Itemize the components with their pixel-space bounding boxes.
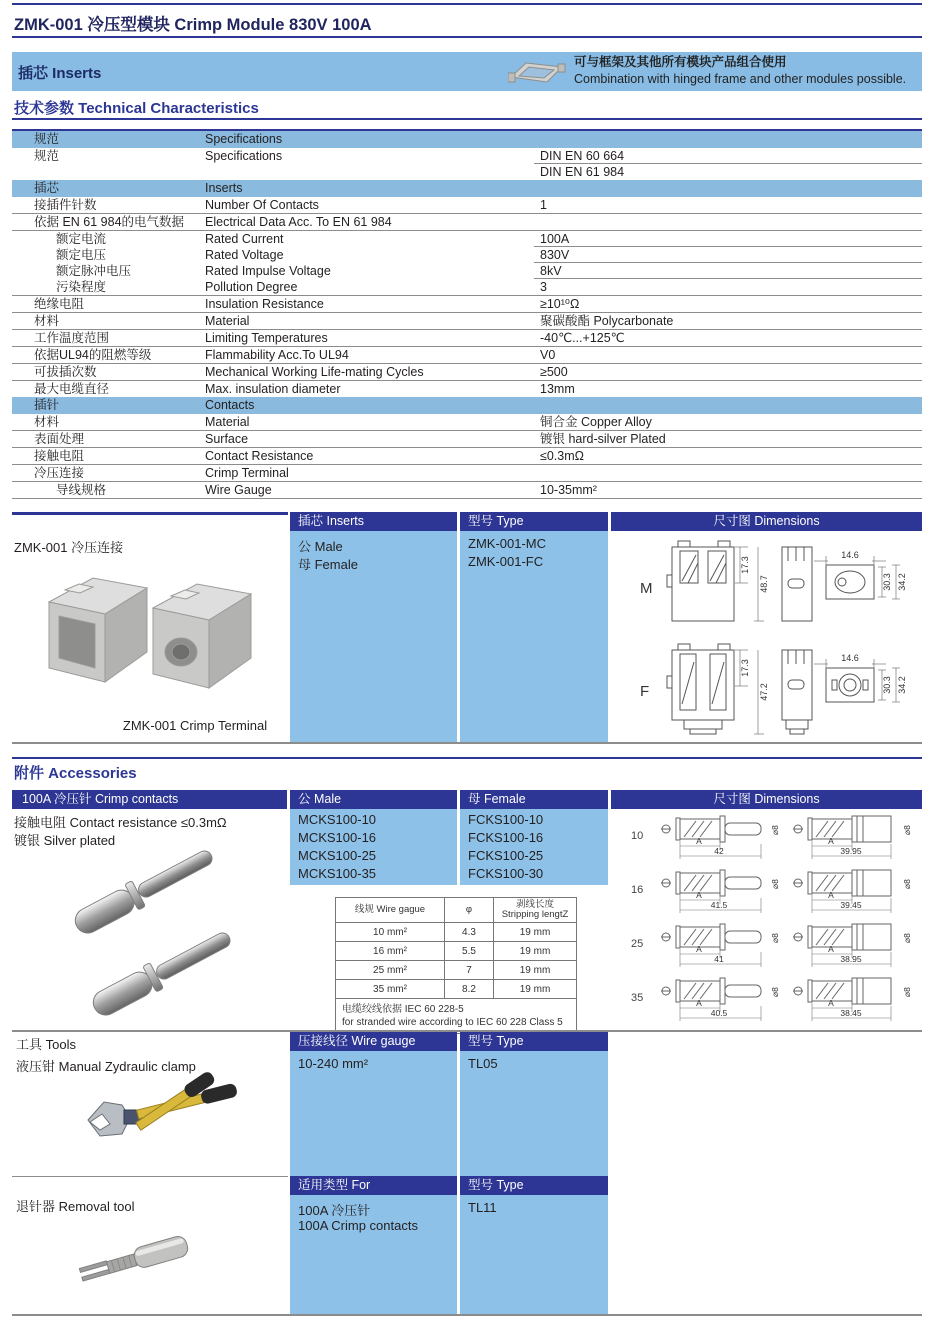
spec-value: ≥10¹⁰Ω <box>540 297 580 311</box>
tools-section-label: 工具 Tools <box>16 1037 76 1052</box>
top-rule <box>12 3 922 5</box>
wire-size-label: 10 <box>631 830 644 842</box>
tech-spec-table <box>12 129 922 499</box>
part-number-male: MCKS100-25 <box>298 848 377 863</box>
spec-row <box>12 263 922 279</box>
tech-heading-rule <box>12 118 922 120</box>
spec-value: 13mm <box>540 382 575 396</box>
banner-note <box>574 54 906 88</box>
svg-text:41: 41 <box>714 954 724 964</box>
spec-row <box>12 431 922 448</box>
part-number-female: FCKS100-16 <box>468 830 544 845</box>
spec-cn: 导线规格 <box>56 483 107 497</box>
inserts-table-topline <box>12 512 288 515</box>
clamp-type-value: TL05 <box>468 1056 498 1071</box>
contacts-header: 100A 冷压针 Crimp contacts <box>12 790 287 809</box>
wire-gauge-cell: 16 mm² <box>336 942 445 961</box>
svg-text:30.3: 30.3 <box>882 573 892 591</box>
spec-cn: 接触电阻 <box>34 449 85 463</box>
svg-text:M: M <box>640 580 653 597</box>
spec-value: ≥500 <box>540 365 568 379</box>
spec-en: Insulation Resistance <box>205 297 324 311</box>
product-caption: ZMK-001 Crimp Terminal <box>122 718 268 733</box>
wire-gauge-cell: 25 mm² <box>336 961 445 980</box>
spec-value: 10-35mm² <box>540 483 597 497</box>
svg-text:39.45: 39.45 <box>840 900 862 910</box>
svg-text:42: 42 <box>714 846 724 856</box>
spec-row <box>12 231 922 247</box>
spec-cn: 规范 <box>34 132 60 146</box>
spec-cn: 插芯 <box>34 181 60 195</box>
spec-en: Number Of Contacts <box>205 198 319 212</box>
strip-cell: 19 mm <box>494 961 577 980</box>
svg-text:A: A <box>828 944 834 954</box>
spec-row <box>12 347 922 364</box>
contact-dimension-row <box>611 972 922 1026</box>
spec-en: Contacts <box>205 398 255 412</box>
clamp-name: 液压钳 Manual Zydraulic clamp <box>16 1059 196 1074</box>
spec-section-band <box>12 397 922 414</box>
wire-size-label: 25 <box>631 938 644 950</box>
page-bottomline <box>12 1314 922 1316</box>
accessories-rule <box>12 757 922 759</box>
removal-type-header: 型号 Type <box>460 1176 608 1195</box>
svg-text:⌀8: ⌀8 <box>770 987 780 997</box>
contacts-dims-header: 尺寸图 Dimensions <box>611 790 922 809</box>
spec-cn: 可拔插次数 <box>34 365 97 379</box>
removal-for-header: 适用类型 For <box>290 1176 457 1195</box>
dims-col-header: 尺寸图 Dimensions <box>611 512 922 531</box>
spec-en: Material <box>205 314 250 328</box>
strip-header-cn: 剥线长度 <box>515 899 554 910</box>
spec-cn: 插针 <box>34 398 60 412</box>
wire-gauge-cell: 35 mm² <box>336 980 445 999</box>
spec-value: V0 <box>540 348 556 362</box>
strip-cell: 19 mm <box>494 980 577 999</box>
contact-resistance-note: 接触电阻 Contact resistance ≤0.3mΩ <box>14 815 227 830</box>
spec-en: Material <box>205 415 250 429</box>
spec-value: 1 <box>540 198 547 212</box>
svg-text:30.3: 30.3 <box>882 676 892 694</box>
contact-dimension-row <box>611 810 922 864</box>
wire-table-header <box>336 898 577 923</box>
male-part-list <box>298 811 376 883</box>
spec-cn: 材料 <box>34 415 60 429</box>
spec-row <box>12 414 922 431</box>
svg-text:⌀8: ⌀8 <box>902 825 912 835</box>
title-rule <box>12 36 922 38</box>
inserts-col-header: 插芯 Inserts <box>290 512 457 531</box>
contact-pin-photo <box>88 922 241 1020</box>
spec-en: Flammability Acc.To UL94 <box>205 348 349 362</box>
removal-for-line1: 100A 冷压针 <box>298 1203 371 1218</box>
svg-text:⌀8: ⌀8 <box>902 879 912 889</box>
spec-row <box>12 313 922 330</box>
spec-cn: 额定电压 <box>56 248 107 262</box>
svg-text:⌀8: ⌀8 <box>770 879 780 889</box>
phi-cell: 8.2 <box>445 980 494 999</box>
accessories-heading: 附件 Accessories <box>14 765 137 782</box>
banner-note-en: Combination with hinged frame and other modules possible. <box>574 72 907 86</box>
spec-en: Rated Impulse Voltage <box>205 264 331 278</box>
spec-row <box>12 164 922 180</box>
spec-en: Specifications <box>205 132 283 146</box>
contact-dimension-row <box>611 864 922 918</box>
wire-gauge-table <box>335 897 577 1034</box>
spec-cn: 工作温度范围 <box>34 331 110 345</box>
svg-text:A: A <box>828 998 834 1008</box>
contact-dimension-rows <box>611 810 922 1026</box>
type-col-header: 型号 Type <box>460 512 608 531</box>
phi-cell: 7 <box>445 961 494 980</box>
spec-cn: 额定脉冲电压 <box>56 264 132 278</box>
svg-text:47.2: 47.2 <box>759 683 769 701</box>
spec-row <box>12 148 922 164</box>
spec-en: Crimp Terminal <box>205 466 289 480</box>
svg-text:39.95: 39.95 <box>840 846 862 856</box>
spec-row <box>12 197 922 214</box>
spec-en: Pollution Degree <box>205 280 298 294</box>
part-number-female: FCKS100-30 <box>468 866 544 881</box>
part-number-male: MCKS100-10 <box>298 812 377 827</box>
spec-section-band <box>12 131 922 148</box>
contact-dimension-row <box>611 918 922 972</box>
spec-row <box>12 364 922 381</box>
svg-text:14.6: 14.6 <box>841 550 859 560</box>
spec-value: -40℃...+125℃ <box>540 331 625 345</box>
spec-cn: 材料 <box>34 314 60 328</box>
svg-text:34.2: 34.2 <box>897 573 907 591</box>
spec-cn: 污染程度 <box>56 280 107 294</box>
contact-drawing-male <box>659 813 785 870</box>
spec-en: Specifications <box>205 149 283 163</box>
wire-row <box>336 923 577 942</box>
spec-cn: 绝缘电阻 <box>34 297 85 311</box>
spec-row <box>12 381 922 397</box>
spec-cn: 规范 <box>34 149 60 163</box>
spec-en: Contact Resistance <box>205 449 314 463</box>
removal-tool-photo <box>60 1225 210 1300</box>
removal-for-line2: 100A Crimp contacts <box>298 1218 418 1233</box>
spec-row <box>12 465 922 482</box>
spec-cn: 最大电缆直径 <box>34 382 110 396</box>
spec-en: Inserts <box>205 181 243 195</box>
spec-cn: 表面处理 <box>34 432 85 446</box>
contact-drawing-female <box>791 867 917 924</box>
wire-row <box>336 942 577 961</box>
spec-en: Limiting Temperatures <box>205 331 328 345</box>
gender-female: 母 Female <box>298 557 358 572</box>
contact-drawing-female <box>791 813 917 870</box>
spec-en: Mechanical Working Life-mating Cycles <box>205 365 424 379</box>
contact-drawing-female <box>791 975 917 1032</box>
wire-note-en: for stranded wire according to IEC 60 228 Class 5 <box>342 1017 563 1028</box>
wire-row <box>336 961 577 980</box>
svg-text:17.3: 17.3 <box>740 556 750 574</box>
part-number-male: MCKS100-35 <box>298 866 377 881</box>
wire-table-footer <box>336 999 577 1034</box>
spec-cn: 依据 EN 61 984的电气数据 <box>34 215 185 229</box>
spec-row <box>12 214 922 231</box>
product-photo <box>35 556 270 706</box>
svg-text:17.3: 17.3 <box>740 659 750 677</box>
svg-text:34.2: 34.2 <box>897 676 907 694</box>
clamp-gauge-header: 压接线径 Wire gauge <box>290 1032 457 1051</box>
removal-name: 退针器 Removal tool <box>16 1199 135 1214</box>
spec-value: 830V <box>540 248 570 262</box>
svg-text:A: A <box>828 890 834 900</box>
spec-value: ≤0.3mΩ <box>540 449 584 463</box>
banner-note-cn: 可与框架及其他所有模块产品组合使用 <box>574 55 787 69</box>
svg-text:⌀8: ⌀8 <box>770 933 780 943</box>
dimension-drawing-female <box>636 638 912 740</box>
phi-col-header: φ <box>445 898 494 923</box>
strip-cell: 19 mm <box>494 942 577 961</box>
contacts-male-header: 公 Male <box>290 790 457 809</box>
hinged-frame-icon <box>508 57 566 87</box>
contact-pin-photo <box>70 840 223 938</box>
page-title: ZMK-001 冷压型模块 Crimp Module 830V 100A <box>14 16 372 34</box>
spec-value: 聚碳酸酯 Polycarbonate <box>540 314 674 328</box>
product-name: ZMK-001 冷压连接 <box>14 540 124 555</box>
spec-en: Rated Current <box>205 232 284 246</box>
svg-text:A: A <box>828 836 834 846</box>
spec-row <box>12 330 922 347</box>
svg-text:⌀8: ⌀8 <box>902 933 912 943</box>
type-female: ZMK-001-FC <box>468 554 544 569</box>
contact-drawing-female <box>791 921 917 978</box>
spec-row <box>12 482 922 499</box>
spec-value: 100A <box>540 232 570 246</box>
spec-en: Max. insulation diameter <box>205 382 341 396</box>
contact-drawing-male <box>659 867 785 924</box>
strip-cell: 19 mm <box>494 923 577 942</box>
clamp-type-header: 型号 Type <box>460 1032 608 1051</box>
spec-cn: 额定电流 <box>56 232 107 246</box>
tools-midline <box>12 1176 288 1177</box>
svg-text:38.45: 38.45 <box>840 1008 862 1018</box>
part-number-female: FCKS100-25 <box>468 848 544 863</box>
spec-en: Rated Voltage <box>205 248 284 262</box>
svg-text:F: F <box>640 683 650 700</box>
part-number-male: MCKS100-16 <box>298 830 377 845</box>
inserts-banner <box>12 52 922 91</box>
phi-cell: 5.5 <box>445 942 494 961</box>
contact-drawing-male <box>659 921 785 978</box>
svg-text:14.6: 14.6 <box>841 653 859 663</box>
contact-drawing-male <box>659 975 785 1032</box>
removal-type-value: TL11 <box>468 1200 497 1215</box>
spec-cn: 冷压连接 <box>34 466 85 480</box>
spec-en: Electrical Data Acc. To EN 61 984 <box>205 215 392 229</box>
spec-en: Surface <box>205 432 249 446</box>
banner-title: 插芯 Inserts <box>18 65 102 82</box>
wire-table-note <box>336 999 577 1034</box>
dimension-drawing-male <box>636 535 912 635</box>
gender-male: 公 Male <box>298 539 343 554</box>
spec-row <box>12 279 922 296</box>
spec-row <box>12 448 922 465</box>
spec-value: DIN EN 60 664 <box>540 149 625 163</box>
clamp-gauge-value: 10-240 mm² <box>298 1056 369 1071</box>
part-number-female: FCKS100-10 <box>468 812 544 827</box>
strip-col-header <box>494 898 577 923</box>
spec-cn: 依据UL94的阻燃等级 <box>34 348 152 362</box>
inserts-table-bottomline <box>12 742 922 744</box>
svg-text:41.5: 41.5 <box>710 900 728 910</box>
wire-size-label: 16 <box>631 884 644 896</box>
svg-text:A: A <box>696 890 702 900</box>
phi-cell: 4.3 <box>445 923 494 942</box>
silver-plated-note: 镀银 Silver plated <box>14 833 116 848</box>
spec-value: 3 <box>540 280 547 294</box>
svg-text:48.7: 48.7 <box>759 575 769 593</box>
svg-text:40.5: 40.5 <box>710 1008 728 1018</box>
contacts-female-header: 母 Female <box>460 790 608 809</box>
svg-text:A: A <box>696 836 702 846</box>
type-male: ZMK-001-MC <box>468 536 547 551</box>
svg-text:38.95: 38.95 <box>840 954 862 964</box>
wire-note-cn: 电缆绞线依据 IEC 60 228-5 <box>342 1004 464 1015</box>
wire-gauge-col-header: 线规 Wire gague <box>336 898 445 923</box>
strip-header-en: Stripping lengtZ <box>501 909 569 920</box>
wire-gauge-cell: 10 mm² <box>336 923 445 942</box>
spec-row <box>12 247 922 263</box>
spec-value: DIN EN 61 984 <box>540 165 625 179</box>
spec-value: 8kV <box>540 264 562 278</box>
spec-row <box>12 296 922 313</box>
svg-text:⌀8: ⌀8 <box>770 825 780 835</box>
spec-value: 铜合金 Copper Alloy <box>540 415 652 429</box>
female-part-list <box>468 811 543 883</box>
svg-text:A: A <box>696 998 702 1008</box>
spec-cn: 接插件针数 <box>34 198 97 212</box>
spec-value: 镀银 hard-silver Plated <box>540 432 666 446</box>
wire-row <box>336 980 577 999</box>
spec-section-band <box>12 180 922 197</box>
wire-size-label: 35 <box>631 992 644 1004</box>
svg-text:⌀8: ⌀8 <box>902 987 912 997</box>
spec-en: Wire Gauge <box>205 483 272 497</box>
svg-text:A: A <box>696 944 702 954</box>
tech-heading: 技术参数 Technical Characteristics <box>14 100 259 117</box>
clamp-photo <box>80 1072 245 1157</box>
contact-photo <box>55 848 265 1023</box>
